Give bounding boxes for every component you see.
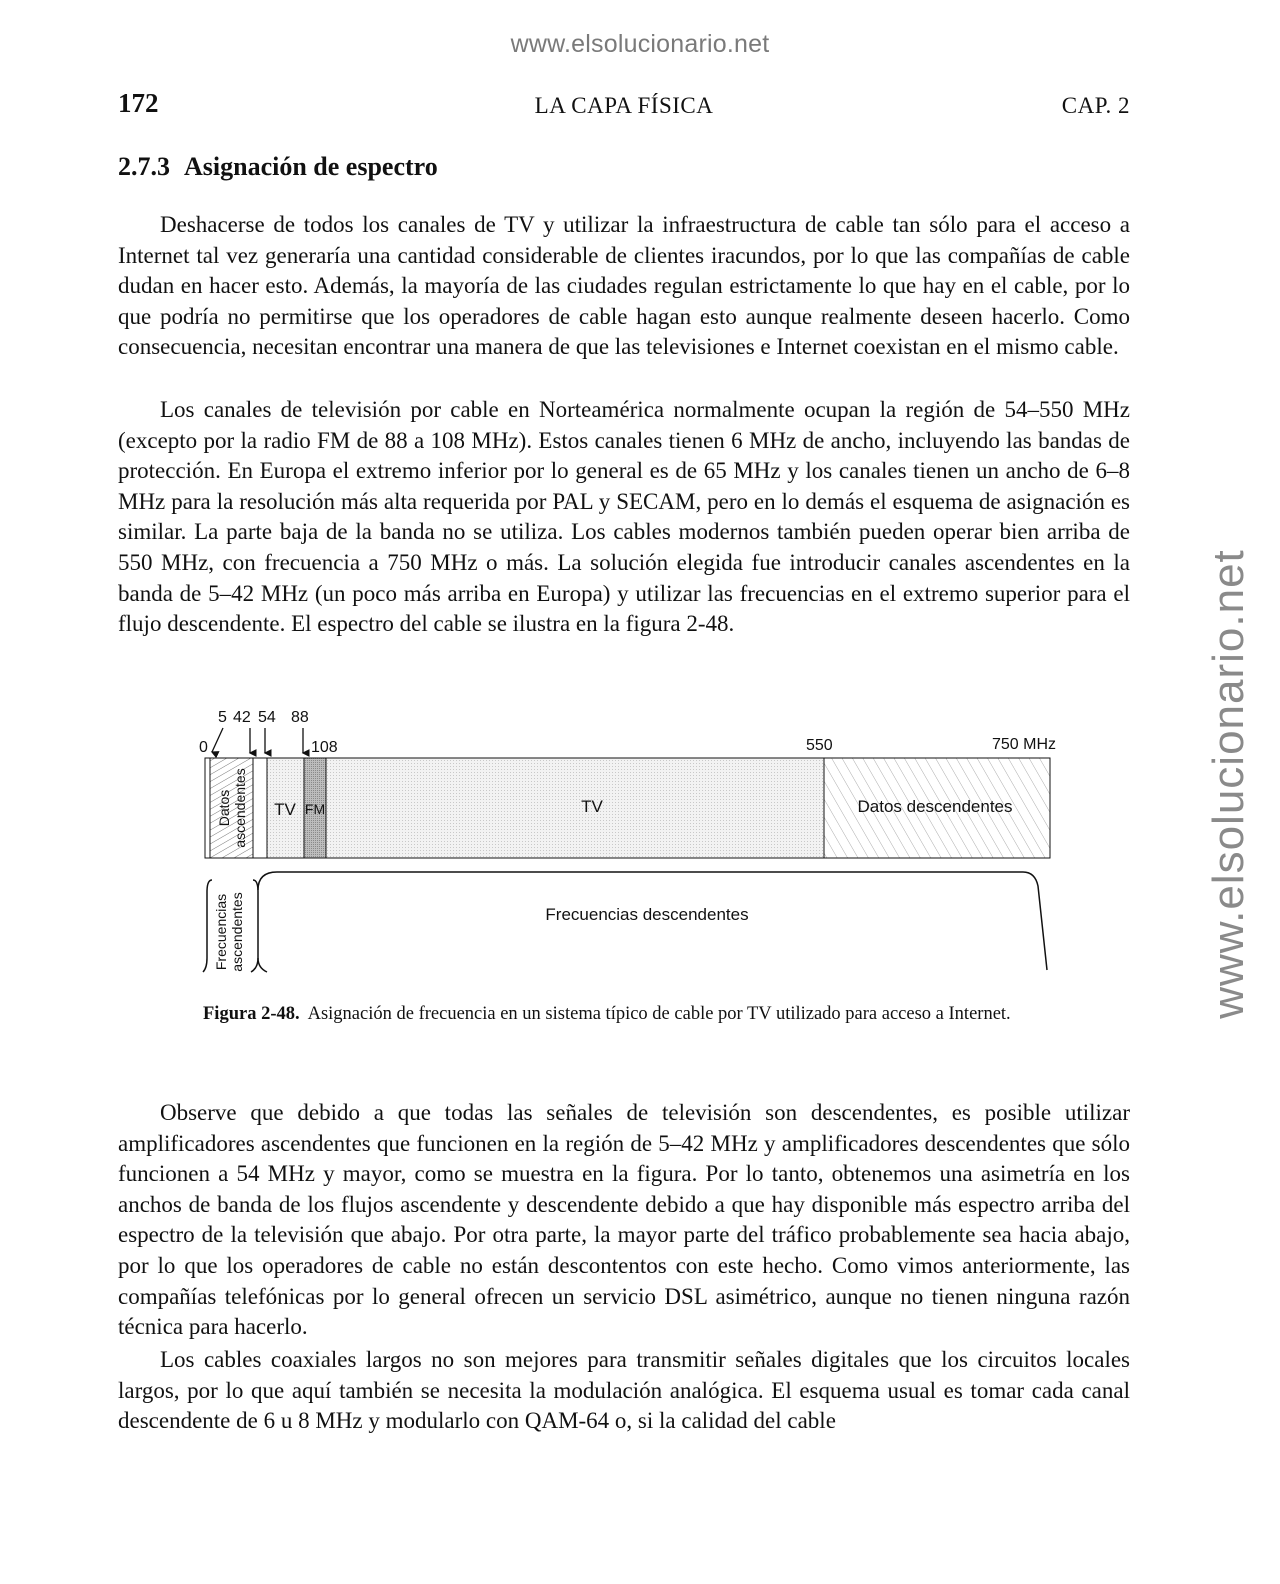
- page-number: 172: [118, 88, 159, 118]
- tick-label-108: 108: [311, 739, 338, 756]
- upstream-bracket-right: [253, 880, 267, 972]
- section-title: Asignación de espectro: [184, 152, 438, 181]
- band-label-upstream-2: ascendentes: [232, 768, 248, 848]
- caption-text: Asignación de frecuencia en un sistema típico de cable por TV utilizado para acceso a Internet.: [307, 1004, 1011, 1024]
- range-label-downstream: Frecuencias descendentes: [545, 905, 749, 924]
- paragraph: Observe que debido a que todas las señales de televisión son descendentes, es posible utilizar amplificadores ascendentes que funcionen en la región de 5–42 MHz y amplificadores descendentes que sólo funcionen a 54 MHz y mayor, como se muestra en la figura. Por lo tanto, obtenemos una asimetría en los anchos de banda de los flujos ascendente y descendente debido a que hay disponible más espectro arriba del espectro de la televisión que abajo. Por otra parte, la mayor parte del tráfico probablemente sea hacia abajo, por lo que los operadores de cable no están descontentos con este hecho. Como vimos anteriormente, las compañías telefónicas por lo general ofrecen un servicio DSL asimétrico, aunque no tienen ninguna razón técnica para hacerlo.: [118, 1100, 1130, 1340]
- arrow-5-icon: [212, 728, 223, 752]
- band-guard: [253, 758, 267, 858]
- tick-label-42: 42: [233, 709, 251, 726]
- band-label-downstream: Datos descendentes: [857, 797, 1013, 816]
- tick-label-0: 0: [199, 739, 208, 756]
- spectrum-figure: [195, 700, 1075, 985]
- band-label-tv-high: TV: [581, 797, 603, 816]
- page-header: [118, 88, 1130, 124]
- watermark-side-text: www.elsolucionario.net: [1204, 549, 1253, 1019]
- paragraph: Los cables coaxiales largos no son mejores para transmitir señales digitales que los circuitos locales largos, por lo que aquí también se necesita la modulación analógica. El esquema usual es tomar cada canal descendente de 6 u 8 MHz y modularlo con QAM-64 o, si la calidad del cable: [118, 1347, 1130, 1434]
- running-title: LA CAPA FÍSICA: [534, 93, 714, 118]
- paragraph: Deshacerse de todos los canales de TV y utilizar la infraestructura de cable tan sólo para el acceso a Internet tal vez generaría una cantidad considerable de clientes iracundos, por lo que las compañías de cable dudan en hacer esto. Además, la mayoría de las ciudades regulan estrictamente lo que hay en el cable, por lo que podría no permitirse que los operadores de cable hagan esto aunque realmente deseen hacerlo. Como consecuencia, necesitan encontrar una manera de que las televisiones e Internet coexistan en el mismo cable.: [118, 212, 1130, 360]
- section-heading: [118, 152, 438, 182]
- tick-label-750: 750 MHz: [992, 736, 1057, 753]
- caption-label: Figura 2-48.: [203, 1004, 300, 1024]
- band-unused: [205, 758, 210, 858]
- band-label-upstream-1: Datos: [216, 789, 232, 827]
- upstream-bracket-left: [203, 880, 212, 972]
- tick-label-5: 5: [218, 709, 227, 726]
- range-label-upstream-1: Frecuencias: [213, 893, 229, 971]
- tick-label-54: 54: [258, 709, 276, 726]
- chapter-label: CAP. 2: [1061, 93, 1130, 118]
- band-label-tv-low: TV: [274, 800, 296, 819]
- section-number: 2.7.3: [118, 152, 170, 181]
- tick-label-550: 550: [806, 737, 833, 754]
- upstream-bracket-tail: [251, 958, 258, 972]
- band-tv-high: [326, 758, 824, 858]
- tick-label-88: 88: [291, 709, 309, 726]
- figure-caption: [203, 1002, 1063, 1027]
- paragraph: Los canales de televisión por cable en Norteamérica normalmente ocupan la región de 54–550 MHz (excepto por la radio FM de 88 a 108 MHz). Estos canales tienen 6 MHz de ancho, incluyendo las bandas de protección. En Europa el extremo inferior por lo general es de 65 MHz y los canales tienen un ancho de 6–8 MHz para la resolución más alta requerida por PAL y SECAM, pero en lo demás el esquema de asignación es similar. La parte baja de la banda no se utiliza. Los cables modernos también pueden operar bien arriba de 550 MHz, con frecuencia a 750 MHz o más. La solución elegida fue introducir canales ascendentes en la banda de 5–42 MHz (un poco más arriba en Europa) y utilizar las frecuencias en el extremo superior para el flujo descendente. El espectro del cable se ilustra en la figura 2-48.: [118, 397, 1130, 637]
- band-label-fm: FM: [304, 801, 326, 817]
- range-label-upstream-2: ascendentes: [229, 892, 245, 972]
- spectrum-diagram: [195, 700, 1075, 985]
- watermark-top: www.elsolucionario.net: [510, 30, 770, 58]
